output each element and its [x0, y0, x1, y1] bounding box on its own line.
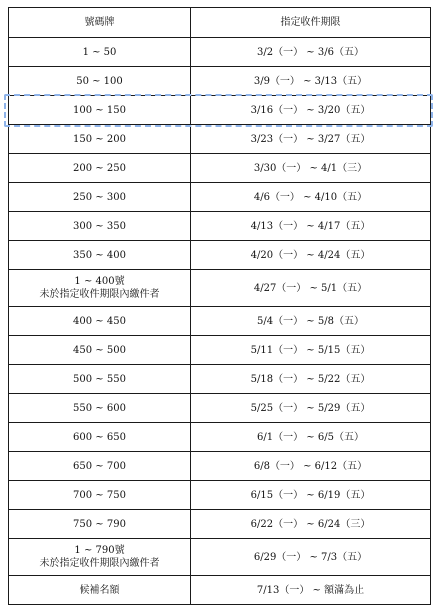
number-cell: 600 ~ 650 — [9, 423, 191, 452]
table-row — [9, 212, 431, 241]
schedule-table — [8, 7, 431, 605]
number-cell: 50 ~ 100 — [9, 67, 191, 96]
number-cell: 候補名額 — [9, 576, 191, 605]
date-cell: 3/30（一） ~ 4/1（三） — [191, 154, 431, 183]
table-row — [9, 67, 431, 96]
date-cell: 5/25（一） ~ 5/29（五） — [191, 394, 431, 423]
number-cell: 350 ~ 400 — [9, 241, 191, 270]
table-row — [9, 510, 431, 539]
table-row — [9, 576, 431, 605]
number-cell: 100 ~ 150 — [9, 96, 191, 125]
number-cell: 150 ~ 200 — [9, 125, 191, 154]
date-cell: 3/2（一） ~ 3/6（五） — [191, 38, 431, 67]
number-cell: 500 ~ 550 — [9, 365, 191, 394]
date-cell: 3/16（一） ~ 3/20（五） — [191, 96, 431, 125]
date-cell: 4/13（一） ~ 4/17（五） — [191, 212, 431, 241]
table-row — [9, 481, 431, 510]
table-row-highlighted — [9, 96, 431, 125]
date-cell: 5/4（一） ~ 5/8（五） — [191, 307, 431, 336]
date-cell: 6/1（一） ~ 6/5（五） — [191, 423, 431, 452]
date-cell: 6/22（一） ~ 6/24（三） — [191, 510, 431, 539]
date-cell: 4/27（一） ~ 5/1（五） — [191, 270, 431, 307]
number-cell: 250 ~ 300 — [9, 183, 191, 212]
number-cell: 550 ~ 600 — [9, 394, 191, 423]
number-range-label: 1 ~ 400號 — [74, 276, 125, 287]
date-cell: 6/8（一） ~ 6/12（五） — [191, 452, 431, 481]
header-number: 號碼牌 — [9, 8, 191, 38]
date-cell: 5/11（一） ~ 5/15（五） — [191, 336, 431, 365]
table-row — [9, 365, 431, 394]
table-row — [9, 452, 431, 481]
number-cell: 700 ~ 750 — [9, 481, 191, 510]
table-row — [9, 154, 431, 183]
table-row — [9, 241, 431, 270]
number-cell: 650 ~ 700 — [9, 452, 191, 481]
date-cell: 3/9（一） ~ 3/13（五） — [191, 67, 431, 96]
date-cell: 6/15（一） ~ 6/19（五） — [191, 481, 431, 510]
table-row — [9, 125, 431, 154]
table-row — [9, 394, 431, 423]
number-cell: 200 ~ 250 — [9, 154, 191, 183]
date-cell: 4/6（一） ~ 4/10（五） — [191, 183, 431, 212]
late-submission-note: 未於指定收件期限內繳件者 — [39, 558, 160, 569]
date-cell: 4/20（一） ~ 4/24（五） — [191, 241, 431, 270]
table-row — [9, 423, 431, 452]
number-cell: 1 ~ 50 — [9, 38, 191, 67]
date-cell: 3/23（一） ~ 3/27（五） — [191, 125, 431, 154]
number-range-label: 1 ~ 790號 — [74, 545, 125, 556]
date-cell: 6/29（一） ~ 7/3（五） — [191, 539, 431, 576]
table-row — [9, 307, 431, 336]
number-cell: 750 ~ 790 — [9, 510, 191, 539]
table-row — [9, 336, 431, 365]
table-row — [9, 183, 431, 212]
number-cell: 450 ~ 500 — [9, 336, 191, 365]
table-row — [9, 38, 431, 67]
date-cell: 7/13（一） ~ 額滿為止 — [191, 576, 431, 605]
number-cell: 300 ~ 350 — [9, 212, 191, 241]
table-row — [9, 539, 431, 576]
number-cell: 400 ~ 450 — [9, 307, 191, 336]
number-cell — [9, 539, 191, 576]
table-header-row — [9, 8, 431, 38]
table-row — [9, 270, 431, 307]
late-submission-note: 未於指定收件期限內繳件者 — [39, 289, 160, 300]
number-cell — [9, 270, 191, 307]
date-cell: 5/18（一） ~ 5/22（五） — [191, 365, 431, 394]
header-date: 指定收件期限 — [191, 8, 431, 38]
